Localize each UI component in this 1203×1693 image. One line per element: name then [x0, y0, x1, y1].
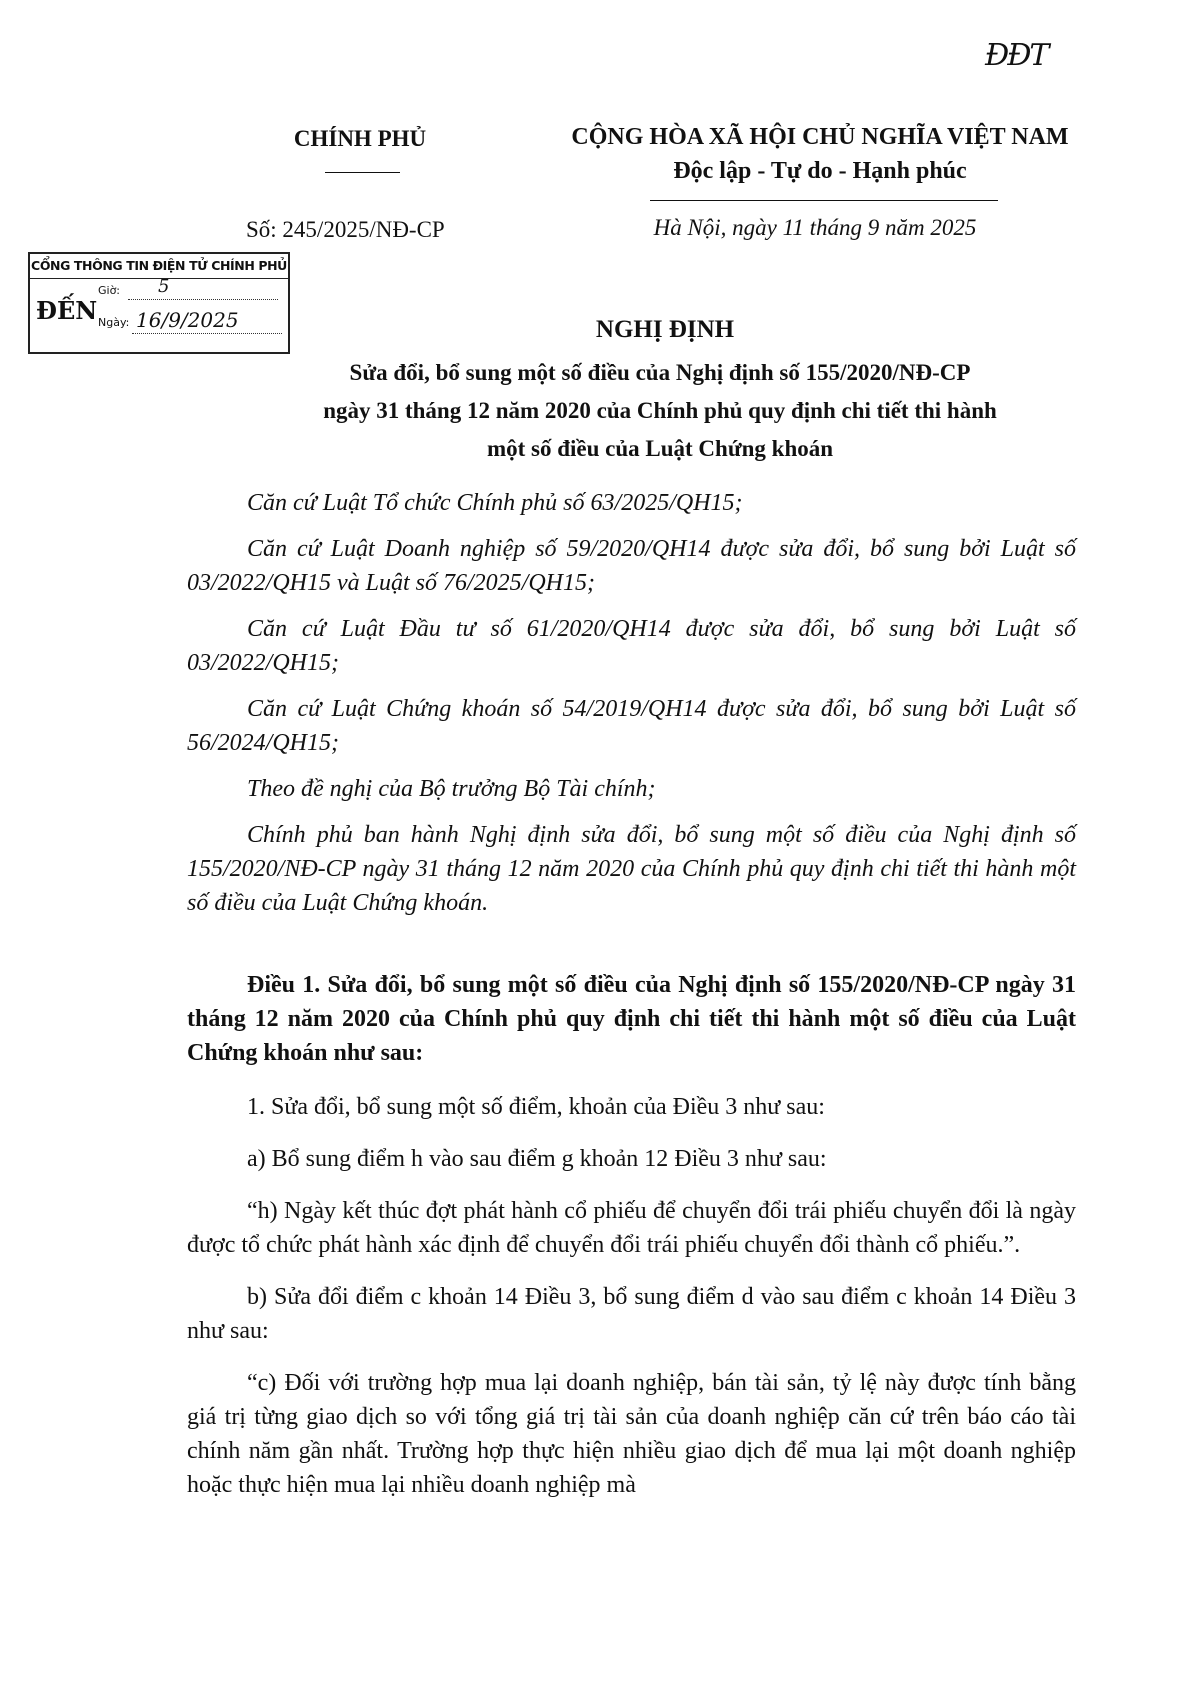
motto-underline — [650, 200, 998, 201]
subject-line: một số điều của Luật Chứng khoán — [486, 436, 834, 461]
preamble-item: Căn cứ Luật Tổ chức Chính phủ số 63/2025/QH15; — [247, 490, 743, 516]
stamp-hour-label: Giờ: — [98, 284, 121, 297]
stamp-title: CỔNG THÔNG TIN ĐIỆN TỬ CHÍNH PHỦ — [30, 254, 288, 279]
article-1 — [187, 968, 1076, 1502]
preamble-item: Căn cứ Luật Đầu tư số 61/2020/QH14 được sửa đổi, bổ sung bởi Luật số 03/2022/QH15; — [187, 616, 1076, 676]
preamble — [187, 486, 1076, 920]
article-paragraph: “c) Đối với trường hợp mua lại doanh nghiệp, bán tài sản, tỷ lệ này được tính bằng giá trị từng giao dịch so với tổng giá trị tài sản của doanh nghiệp căn cứ trên báo cáo tài chính năm gần nhất. Trường hợp thực hiện nhiều giao dịch để mua lại một doanh nghiệp hoặc thực hiện mua lại nhiều doanh nghiệp mà — [187, 1370, 1076, 1498]
stamp-date-value: 16/9/2025 — [132, 306, 282, 334]
stamp-hour-value: 5 — [128, 276, 278, 300]
received-stamp — [28, 252, 290, 354]
article-1-heading: Điều 1. Sửa đổi, bổ sung một số điều của Nghị định số 155/2020/NĐ-CP ngày 31 tháng 12 năm 2020 của Chính phủ quy định chi tiết thi hành một số điều của Luật Chứng khoán như sau: — [187, 972, 1076, 1066]
handwritten-mark: ĐĐT — [985, 38, 1048, 73]
national-heading — [530, 120, 1110, 188]
issuing-organization: CHÍNH PHỦ — [293, 126, 427, 151]
preamble-item: Theo đề nghị của Bộ trưởng Bộ Tài chính; — [247, 776, 656, 802]
nation-name: CỘNG HÒA XÃ HỘI CHỦ NGHĨA VIỆT NAM — [571, 124, 1069, 150]
document-type: NGHỊ ĐỊNH — [595, 316, 735, 343]
document-subject — [220, 354, 1100, 468]
subject-line: Sửa đổi, bổ sung một số điều của Nghị định số 155/2020/NĐ-CP — [349, 360, 971, 385]
stamp-date-label: Ngày: — [98, 316, 130, 329]
document-number: Số: 245/2025/NĐ-CP — [246, 217, 445, 242]
place-and-date: Hà Nội, ngày 11 tháng 9 năm 2025 — [653, 215, 977, 240]
organization-underline — [325, 172, 400, 173]
article-paragraph: b) Sửa đổi điểm c khoản 14 Điều 3, bổ sung điểm d vào sau điểm c khoản 14 Điều 3 như sau: — [187, 1284, 1076, 1344]
nation-motto: Độc lập - Tự do - Hạnh phúc — [673, 158, 967, 184]
preamble-item: Chính phủ ban hành Nghị định sửa đổi, bổ sung một số điều của Nghị định số 155/2020/NĐ-CP ngày 31 tháng 12 năm 2020 của Chính phủ quy định chi tiết thi hành một số điều của Luật Chứng khoán. — [187, 822, 1076, 916]
preamble-item: Căn cứ Luật Doanh nghiệp số 59/2020/QH14 được sửa đổi, bổ sung bởi Luật số 03/2022/QH15 và Luật số 76/2025/QH15; — [187, 536, 1076, 596]
stamp-den-label: ĐẾN — [36, 296, 98, 325]
article-paragraph: 1. Sửa đổi, bổ sung một số điểm, khoản của Điều 3 như sau: — [247, 1094, 825, 1120]
article-paragraph: “h) Ngày kết thúc đợt phát hành cổ phiếu để chuyển đổi trái phiếu chuyển đổi là ngày được tổ chức phát hành xác định để chuyển đổi trái phiếu chuyển đổi thành cổ phiếu.”. — [187, 1198, 1076, 1258]
subject-line: ngày 31 tháng 12 năm 2020 của Chính phủ quy định chi tiết thi hành — [323, 398, 997, 423]
article-paragraph: a) Bổ sung điểm h vào sau điểm g khoản 12 Điều 3 như sau: — [247, 1146, 827, 1172]
preamble-item: Căn cứ Luật Chứng khoán số 54/2019/QH14 được sửa đổi, bổ sung bởi Luật số 56/2024/QH15; — [187, 696, 1076, 756]
